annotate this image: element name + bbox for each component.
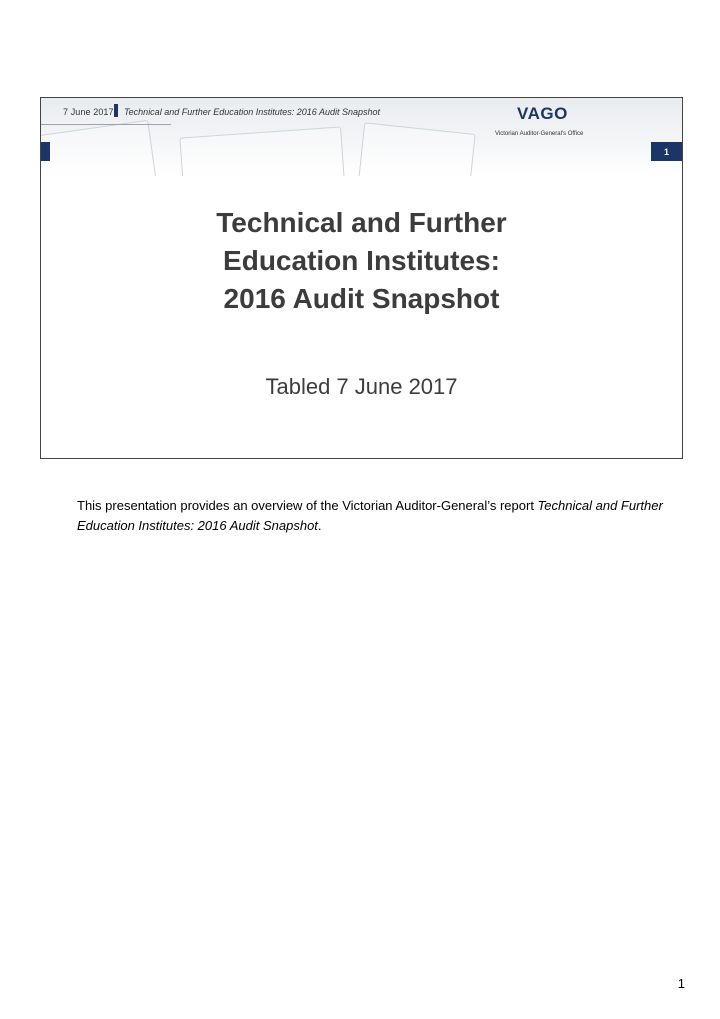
header-date: 7 June 2017 — [63, 107, 114, 117]
slide-title — [41, 204, 682, 318]
background-calculator-shape — [358, 122, 475, 176]
left-accent-tab — [41, 142, 50, 161]
speaker-notes — [77, 496, 667, 536]
vago-logo-subtitle: Victorian Auditor-General's Office — [495, 131, 584, 137]
background-keyboard-shape — [41, 120, 157, 176]
notes-intro: This presentation provides an overview of the Victorian Auditor-General’s report — [77, 498, 538, 513]
background-document-shape — [179, 126, 344, 176]
slide-title-line: 2016 Audit Snapshot — [223, 283, 500, 314]
header-rule — [41, 124, 171, 125]
header-divider-bar — [114, 104, 118, 117]
slide-title-line: Education Institutes: — [223, 245, 500, 276]
slide-title-line: Technical and Further — [216, 207, 507, 238]
slide-subtitle: Tabled 7 June 2017 — [265, 374, 458, 399]
vago-logo: VAGO — [517, 104, 568, 123]
slide-number-badge: 1 — [651, 142, 682, 161]
header-report-title: Technical and Further Education Institutes: 2016 Audit Snapshot — [124, 107, 380, 117]
slide-header — [41, 98, 682, 176]
page-number: 1 — [677, 976, 685, 991]
notes-report-title: Technical and Further Education Institutes: 2016 Audit Snapshot — [77, 498, 663, 533]
notes-end: . — [317, 518, 322, 533]
slide-thumbnail — [40, 97, 683, 459]
